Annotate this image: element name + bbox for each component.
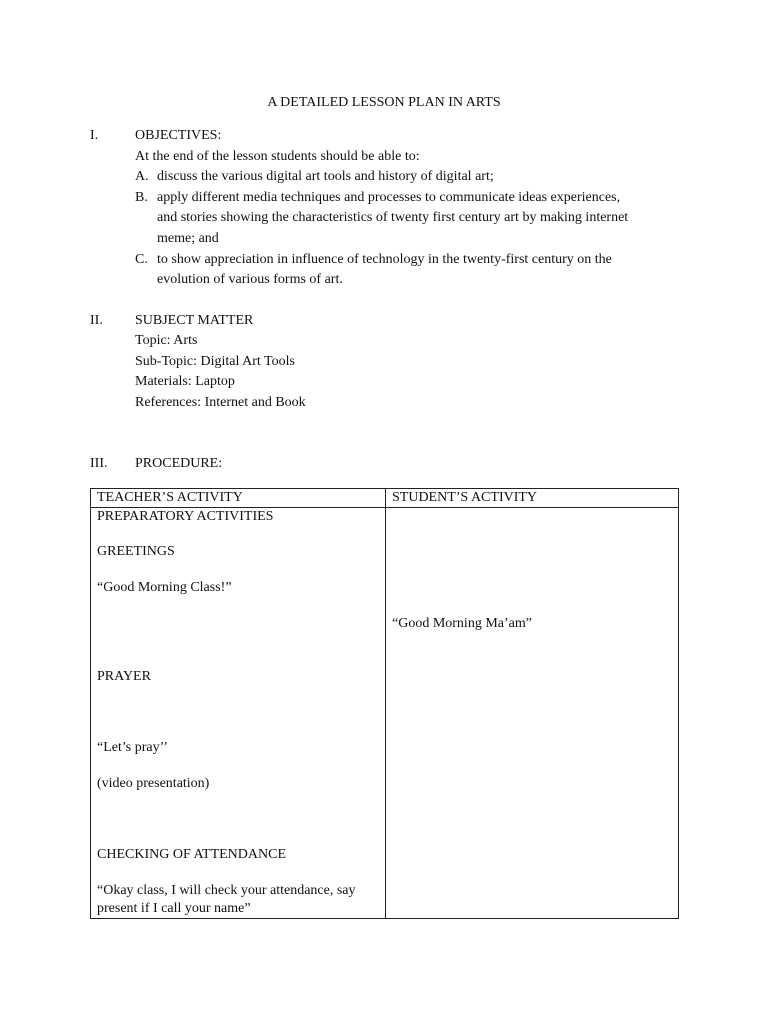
procedure-numeral: III. (90, 456, 108, 471)
objective-letter: A. (135, 169, 149, 184)
preparatory-activities-heading: PREPARATORY ACTIVITIES (97, 509, 274, 524)
objectives-intro: At the end of the lesson students should be able to: (135, 149, 420, 164)
objectives-numeral: I. (90, 128, 99, 143)
subject-matter-heading: SUBJECT MATTER (135, 313, 254, 328)
procedure-table (90, 488, 679, 919)
objective-text: to show appreciation in influence of technology in the twenty-first century on the (157, 252, 612, 267)
student-activity-header: STUDENT’S ACTIVITY (386, 489, 679, 508)
teacher-pray-line: “Let’s pray’’ (97, 740, 168, 755)
subject-matter-numeral: II. (90, 313, 103, 328)
video-presentation-note: (video presentation) (97, 776, 210, 791)
objective-text: and stories showing the characteristics of twenty first century art by making internet (157, 210, 629, 225)
document-title: A DETAILED LESSON PLAN IN ARTS (267, 95, 501, 110)
objective-text: meme; and (157, 231, 219, 246)
student-greeting-reply: “Good Morning Ma’am” (392, 616, 532, 631)
greetings-heading: GREETINGS (97, 544, 175, 559)
teacher-attendance-line: “Okay class, I will check your attendance, say present if I call your name” (97, 883, 356, 916)
subject-matter-line: References: Internet and Book (135, 395, 306, 410)
objective-text: evolution of various forms of art. (157, 272, 343, 287)
prayer-heading: PRAYER (97, 669, 151, 684)
teacher-activity-header: TEACHER’S ACTIVITY (91, 489, 386, 508)
attendance-heading: CHECKING OF ATTENDANCE (97, 847, 286, 862)
student-activity-cell (386, 508, 679, 919)
objective-text: apply different media techniques and processes to communicate ideas experiences, (157, 190, 621, 205)
teacher-greeting-line: “Good Morning Class!” (97, 580, 232, 595)
subject-matter-line: Sub-Topic: Digital Art Tools (135, 354, 295, 369)
teacher-activity-cell (91, 508, 386, 919)
subject-matter-line: Materials: Laptop (135, 374, 235, 389)
objective-letter: B. (135, 190, 148, 205)
subject-matter-line: Topic: Arts (135, 333, 198, 348)
objective-letter: C. (135, 252, 148, 267)
objectives-heading: OBJECTIVES: (135, 128, 222, 143)
objective-text: discuss the various digital art tools and history of digital art; (157, 169, 494, 184)
procedure-heading: PROCEDURE: (135, 456, 223, 471)
